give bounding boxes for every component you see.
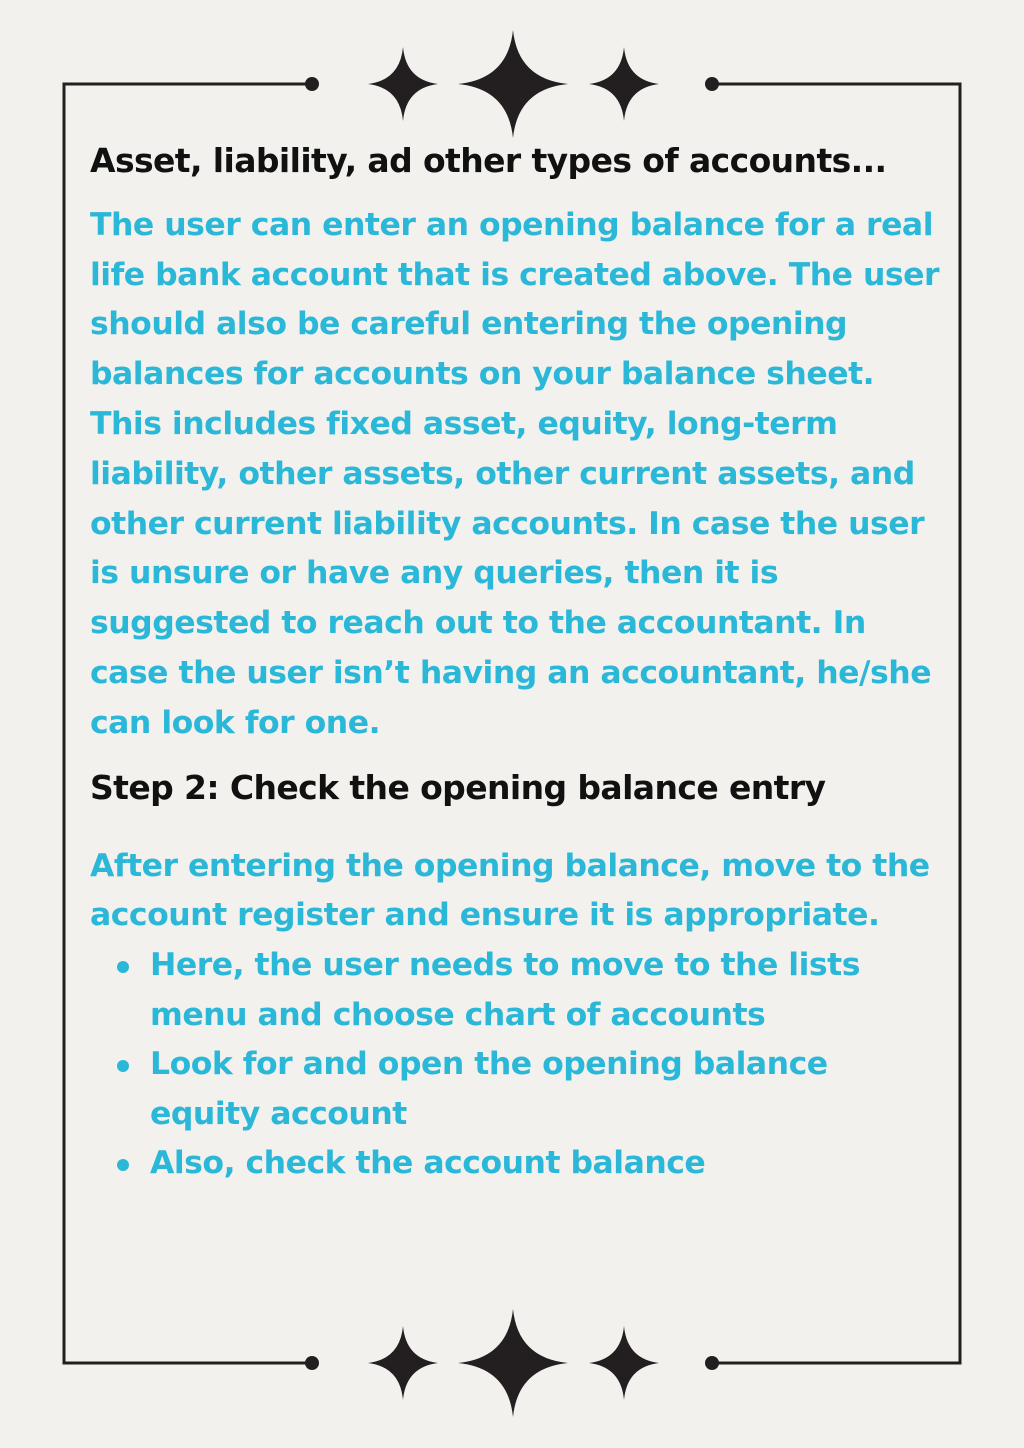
frame-dot — [305, 1356, 319, 1370]
list-item-text: Here, the user needs to move to the lists menu and choose chart of accounts — [150, 947, 860, 1033]
bullet-icon — [117, 961, 129, 973]
sparkle-icon — [368, 1326, 438, 1400]
frame-dot — [305, 77, 319, 91]
steps-list — [90, 941, 950, 1189]
paragraph-check-entry: After entering the opening balance, move to the account register and ensure it is appropriate. — [90, 847, 930, 934]
section-heading-step-2: Step 2: Check the opening balance entry — [90, 767, 826, 807]
frame-dot — [705, 1356, 719, 1370]
bullet-icon — [117, 1060, 129, 1072]
list-item — [150, 1139, 950, 1189]
bullet-icon — [117, 1159, 129, 1171]
sparkle-icon — [589, 1326, 659, 1400]
list-item-text: Also, check the account balance — [150, 1145, 706, 1182]
list-item — [150, 941, 950, 1040]
list-item — [150, 1040, 950, 1139]
sparkle-icon — [589, 47, 659, 121]
document-content — [90, 140, 950, 1189]
frame-dot — [705, 77, 719, 91]
list-item-text: Look for and open the opening balance equity account — [150, 1046, 828, 1132]
sparkle-icon — [368, 47, 438, 121]
paragraph-opening-balance: The user can enter an opening balance for a real life bank account that is created above. The user should also be careful entering the opening balances for accounts on your balance sheet. This includes fixed asset, equity, long-term liability, other assets, other current assets, and other current liability accounts. In case the user is unsure or have any queries, then it is suggested to reach out to the accountant. In case the user isn’t having an accountant, he/she can look for one. — [90, 206, 940, 741]
sparkle-icon — [458, 30, 568, 138]
section-heading-accounts: Asset, liability, ad other types of accounts... — [90, 141, 887, 180]
sparkle-icon — [458, 1309, 568, 1417]
